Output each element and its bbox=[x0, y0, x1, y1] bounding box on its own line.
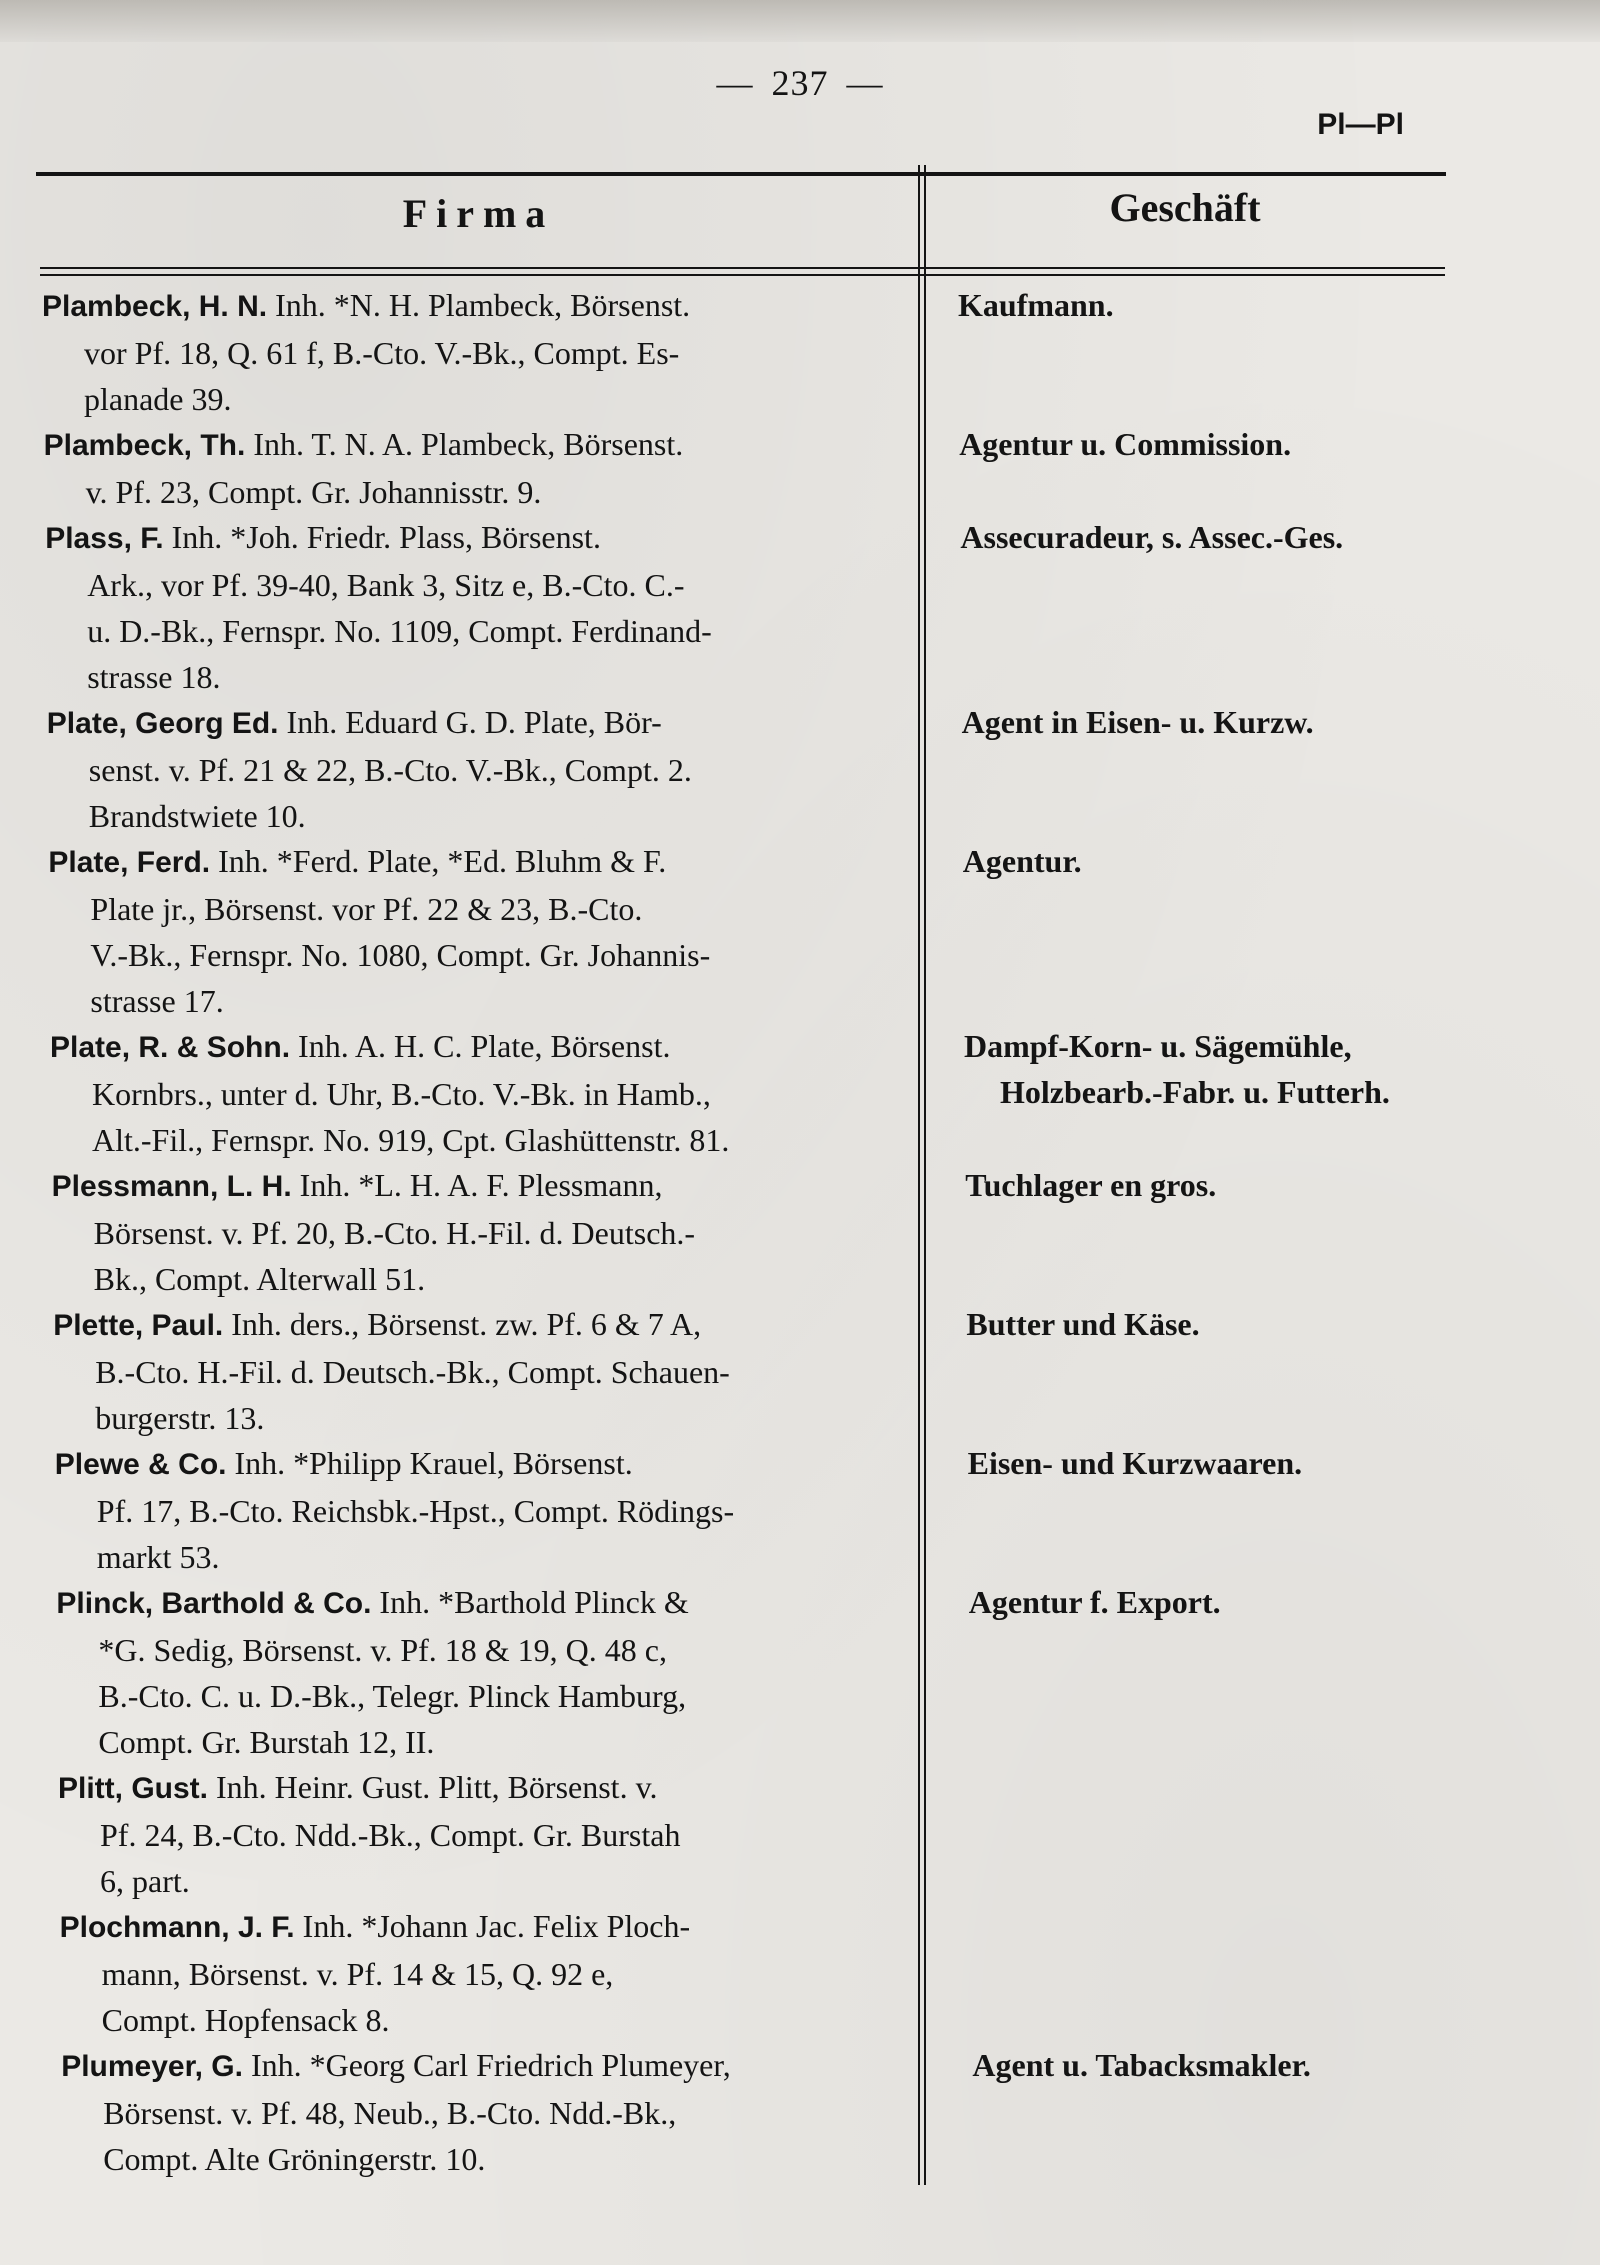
entry-line: planade 39. bbox=[84, 381, 232, 417]
entry-line: Börsenst. v. Pf. 48, Neub., B.-Cto. Ndd.-Bk., bbox=[103, 2095, 677, 2131]
entry-firm-text bbox=[58, 1764, 938, 1904]
entry-firm-text bbox=[48, 838, 928, 1024]
entry-line: Kornbrs., unter d. Uhr, B.-Cto. V.-Bk. in Hamb., bbox=[92, 1076, 711, 1112]
entry-business bbox=[959, 421, 1479, 467]
firm-name: Plochmann, J. F. bbox=[59, 1911, 295, 1944]
entry-line: Plochmann, J. F. Inh. *Johann Jac. Felix Ploch- bbox=[59, 1908, 691, 1944]
entry-firm-text bbox=[50, 1023, 930, 1163]
entry-line: mann, Börsenst. v. Pf. 14 & 15, Q. 92 e, bbox=[101, 1956, 614, 1992]
entry-business bbox=[960, 514, 1480, 560]
business-line: Agentur. bbox=[962, 843, 1082, 879]
dash-right: — bbox=[846, 63, 884, 103]
entry bbox=[42, 282, 1114, 422]
entry-line: Plumeyer, G. Inh. *Georg Carl Friedrich Plumeyer, bbox=[61, 2047, 731, 2083]
business-line: Agentur u. Commission. bbox=[959, 426, 1292, 462]
header-double-rule bbox=[40, 267, 1445, 276]
entry-firm-text bbox=[61, 2042, 941, 2182]
entry-line: Plitt, Gust. Inh. Heinr. Gust. Plitt, Börsenst. v. bbox=[58, 1769, 658, 1805]
page-number-value: 237 bbox=[771, 63, 829, 103]
entry-line: Compt. Alte Gröningerstr. 10. bbox=[103, 2141, 486, 2177]
entry-business bbox=[965, 1162, 1485, 1208]
entry-business bbox=[968, 1440, 1488, 1486]
entry-firm-text bbox=[53, 1301, 933, 1441]
entry-business bbox=[964, 1023, 1484, 1115]
entry-line: markt 53. bbox=[96, 1539, 220, 1575]
firm-name: Plinck, Barthold & Co. bbox=[56, 1587, 372, 1620]
entry-line: V.-Bk., Fernspr. No. 1080, Compt. Gr. Johannis- bbox=[90, 937, 711, 973]
entry-line: Ark., vor Pf. 39-40, Bank 3, Sitz e, B.-Cto. C.- bbox=[87, 567, 685, 603]
entry-line: Plate, R. & Sohn. Inh. A. H. C. Plate, Börsenst. bbox=[50, 1028, 671, 1064]
entry-line: Plass, F. Inh. *Joh. Friedr. Plass, Börsenst. bbox=[45, 519, 601, 555]
entry-line: Plette, Paul. Inh. ders., Börsenst. zw. Pf. 6 & 7 A, bbox=[53, 1306, 702, 1342]
entry-firm-text bbox=[47, 699, 927, 839]
business-line: Agentur f. Export. bbox=[968, 1584, 1221, 1620]
entry-firm-text bbox=[44, 421, 924, 515]
business-line: Tuchlager en gros. bbox=[965, 1167, 1217, 1203]
dash-left: — bbox=[716, 63, 754, 103]
entry-line: Alt.-Fil., Fernspr. No. 919, Cpt. Glashüttenstr. 81. bbox=[92, 1122, 730, 1158]
entry-firm-text bbox=[60, 1903, 940, 2043]
header-rule bbox=[36, 172, 1446, 176]
entry-business bbox=[969, 1579, 1489, 1625]
entry-line: strasse 18. bbox=[87, 659, 221, 695]
entry bbox=[48, 838, 1082, 1024]
business-line: Holzbearb.-Fabr. u. Futterh. bbox=[1000, 1074, 1390, 1110]
entry bbox=[58, 1764, 938, 1904]
firm-name: Plessmann, L. H. bbox=[51, 1170, 292, 1203]
entry bbox=[54, 1440, 1303, 1580]
entry-line: burgerstr. 13. bbox=[95, 1400, 265, 1436]
entry bbox=[45, 514, 1344, 700]
entry bbox=[50, 1023, 1390, 1163]
entry-line: Bk., Compt. Alterwall 51. bbox=[93, 1261, 426, 1297]
entry-business bbox=[966, 1301, 1486, 1347]
alphabet-range: Pl—Pl bbox=[1317, 108, 1404, 141]
entry-firm-text bbox=[55, 1440, 935, 1580]
entry-line: *G. Sedig, Börsenst. v. Pf. 18 & 19, Q. 48 c, bbox=[98, 1632, 667, 1668]
entry bbox=[56, 1579, 1221, 1765]
entry bbox=[53, 1301, 1200, 1441]
firm-name: Plate, Georg Ed. bbox=[46, 707, 279, 740]
entry bbox=[61, 2042, 1311, 2182]
entry-business bbox=[963, 838, 1483, 884]
entry-firm-text bbox=[52, 1162, 932, 1302]
entry bbox=[46, 699, 1314, 839]
firm-name: Plumeyer, G. bbox=[61, 2050, 243, 2083]
entry-line: B.-Cto. H.-Fil. d. Deutsch.-Bk., Compt. Schauen- bbox=[95, 1354, 730, 1390]
entry-line: strasse 17. bbox=[90, 983, 224, 1019]
entry bbox=[43, 421, 1292, 515]
business-line: Dampf-Korn- u. Sägemühle, bbox=[964, 1028, 1352, 1064]
entry-line: Plinck, Barthold & Co. Inh. *Barthold Plinck & bbox=[56, 1584, 689, 1620]
entry-line: vor Pf. 18, Q. 61 f, B.-Cto. V.-Bk., Compt. Es- bbox=[84, 335, 680, 371]
entry-line: Plate, Georg Ed. Inh. Eduard G. D. Plate, Bör- bbox=[46, 704, 662, 740]
firm-name: Plambeck, Th. bbox=[43, 429, 246, 462]
entry bbox=[60, 1903, 940, 2043]
business-line: Kaufmann. bbox=[958, 287, 1114, 323]
entry-line: 6, part. bbox=[100, 1863, 190, 1899]
business-line: Butter und Käse. bbox=[966, 1306, 1200, 1342]
entry-line: Plambeck, H. N. Inh. *N. H. Plambeck, Börsenst. bbox=[42, 287, 691, 323]
firm-name: Plass, F. bbox=[45, 522, 164, 555]
entry-business bbox=[962, 699, 1482, 745]
firm-name: Plate, R. & Sohn. bbox=[50, 1031, 291, 1064]
scan-edge bbox=[0, 0, 1600, 42]
entry-line: B.-Cto. C. u. D.-Bk., Telegr. Plinck Hamburg, bbox=[98, 1678, 687, 1714]
entry-firm-text bbox=[45, 514, 925, 700]
firm-name: Plitt, Gust. bbox=[58, 1772, 208, 1805]
column-header-firma: Firma bbox=[402, 191, 555, 236]
business-line: Eisen- und Kurzwaaren. bbox=[967, 1445, 1303, 1481]
entry-line: Pf. 24, B.-Cto. Ndd.-Bk., Compt. Gr. Burstah bbox=[100, 1817, 681, 1853]
firm-name: Plambeck, H. N. bbox=[42, 290, 268, 323]
firm-name: Plette, Paul. bbox=[53, 1309, 224, 1342]
entry-line: Plewe & Co. Inh. *Philipp Krauel, Börsenst. bbox=[54, 1445, 633, 1481]
firm-name: Plate, Ferd. bbox=[48, 846, 211, 879]
business-line: Assecuradeur, s. Assec.-Ges. bbox=[960, 519, 1344, 555]
business-line: Agent u. Tabacksmakler. bbox=[972, 2047, 1311, 2083]
entry-line: Plessmann, L. H. Inh. *L. H. A. F. Plessmann, bbox=[51, 1167, 663, 1203]
entry-line: Plate jr., Börsenst. vor Pf. 22 & 23, B.-Cto. bbox=[90, 891, 643, 927]
entry-line: Plambeck, Th. Inh. T. N. A. Plambeck, Börsenst. bbox=[43, 426, 684, 462]
entry-firm-text bbox=[42, 282, 922, 422]
entry bbox=[51, 1162, 1217, 1302]
entry-line: Compt. Hopfensack 8. bbox=[101, 2002, 390, 2038]
entry-business bbox=[958, 282, 1478, 328]
entry-line: u. D.-Bk., Fernspr. No. 1109, Compt. Ferdinand- bbox=[87, 613, 712, 649]
entry-line: Pf. 17, B.-Cto. Reichsbk.-Hpst., Compt. Rödings- bbox=[96, 1493, 735, 1529]
entry-firm-text bbox=[56, 1579, 936, 1765]
entry-line: Börsenst. v. Pf. 20, B.-Cto. H.-Fil. d. Deutsch.- bbox=[93, 1215, 696, 1251]
entry-line: v. Pf. 23, Compt. Gr. Johannisstr. 9. bbox=[85, 474, 542, 510]
page-number bbox=[0, 62, 1600, 104]
entry-line: Compt. Gr. Burstah 12, II. bbox=[98, 1724, 435, 1760]
business-line: Agent in Eisen- u. Kurzw. bbox=[961, 704, 1314, 740]
entry-line: senst. v. Pf. 21 & 22, B.-Cto. V.-Bk., Compt. 2. bbox=[88, 752, 692, 788]
entry-line: Brandstwiete 10. bbox=[88, 798, 306, 834]
firm-name: Plewe & Co. bbox=[54, 1448, 227, 1481]
entry-business bbox=[972, 2042, 1492, 2088]
column-header-geschaeft: Geschäft bbox=[1109, 185, 1261, 230]
entry-line: Plate, Ferd. Inh. *Ferd. Plate, *Ed. Bluhm & F. bbox=[48, 843, 667, 879]
